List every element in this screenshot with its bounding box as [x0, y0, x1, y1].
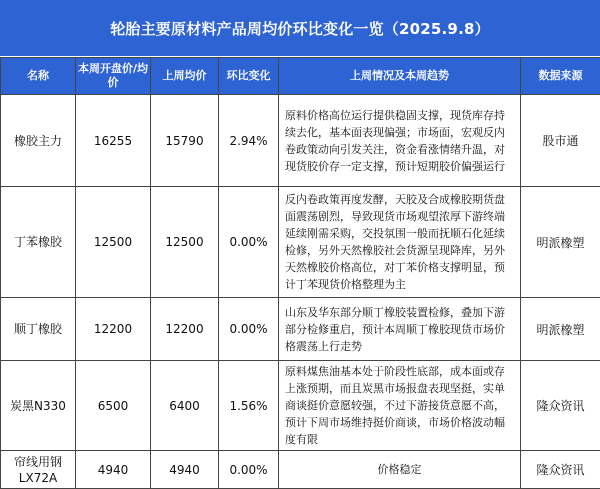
cell-last-avg: 15790	[151, 95, 219, 187]
table-row	[1, 187, 600, 298]
cell-last-avg: 12200	[151, 298, 219, 361]
cell-open-price: 6500	[76, 361, 151, 451]
cell-change: 0.00%	[219, 451, 279, 489]
cell-change: 0.00%	[219, 298, 279, 361]
cell-trend: 价格稳定	[279, 451, 521, 489]
cell-trend: 原料价格高位运行提供稳固支撑，现货库存持续去化，基本面表现偏强；市场面，宏观反内卷政策动向引发关注，资金看涨情绪升温，对现货胶价存一定支撑，预计短期胶价偏强运行	[279, 95, 521, 187]
header-change: 环比变化	[219, 58, 279, 95]
header-last-avg: 上周均价	[151, 58, 219, 95]
table-row	[1, 95, 600, 187]
cell-open-price: 4940	[76, 451, 151, 489]
cell-name: 橡胶主力	[1, 95, 76, 187]
cell-change: 2.94%	[219, 95, 279, 187]
table-title: 轮胎主要原材料产品周均价环比变化一览（2025.9.8）	[0, 0, 600, 56]
table-row	[1, 298, 600, 361]
price-table	[0, 57, 600, 489]
table-row	[1, 451, 600, 489]
cell-change: 1.56%	[219, 361, 279, 451]
cell-last-avg: 12500	[151, 187, 219, 298]
cell-source: 股市通	[521, 95, 600, 187]
cell-trend: 山东及华东部分顺丁橡胶装置检修，叠加下游部分检修重启，预计本周顺丁橡胶现货市场价格震荡上行走势	[279, 298, 521, 361]
cell-trend: 原料煤焦油基本处于阶段性底部，成本面或存上涨预期，而且炭黑市场报盘表现坚挺，实单商谈挺价意愿较强，不过下游接货意愿不高，预计下周市场维持挺价商谈，市场价格波动幅度有限	[279, 361, 521, 451]
cell-open-price: 12200	[76, 298, 151, 361]
cell-open-price: 12500	[76, 187, 151, 298]
cell-open-price: 16255	[76, 95, 151, 187]
cell-trend: 反内卷政策再度发酵，天胶及合成橡胶期货盘面震荡剧烈，导致现货市场观望浓厚下游终端延续刚需采购，交投氛围一般而抚顺石化延续检修，另外天然橡胶社会货源呈现降库，另外天然橡胶价格高位，对丁苯价格支撑明显，预计丁苯现货价格整理为主	[279, 187, 521, 298]
header-trend: 上周情况及本周趋势	[279, 58, 521, 95]
header-source: 数据来源	[521, 58, 600, 95]
header-open-price: 本周开盘价/均价	[76, 58, 151, 95]
cell-name: 顺丁橡胶	[1, 298, 76, 361]
cell-last-avg: 4940	[151, 451, 219, 489]
table-row	[1, 361, 600, 451]
header-name: 名称	[1, 58, 76, 95]
cell-source: 隆众资讯	[521, 361, 600, 451]
cell-name: 帘线用钢LX72A	[1, 451, 76, 489]
cell-source: 隆众资讯	[521, 451, 600, 489]
cell-source: 明派橡塑	[521, 298, 600, 361]
cell-change: 0.00%	[219, 187, 279, 298]
cell-last-avg: 6400	[151, 361, 219, 451]
cell-name: 丁苯橡胶	[1, 187, 76, 298]
cell-name: 炭黑N330	[1, 361, 76, 451]
cell-source: 明派橡塑	[521, 187, 600, 298]
header-row	[1, 58, 600, 95]
